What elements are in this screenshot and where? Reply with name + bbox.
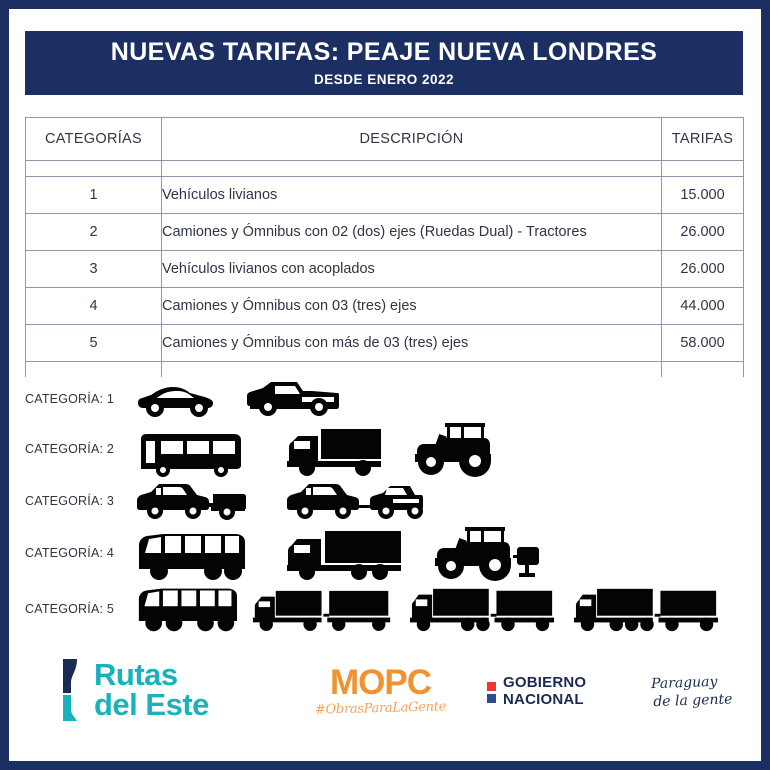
rutas-line2: del Este — [94, 687, 209, 722]
tariff-table — [25, 117, 744, 377]
cell-categoria: 5 — [26, 325, 162, 362]
logo-mopc — [315, 665, 446, 716]
bus-2axle-icon — [137, 429, 245, 477]
pickup-truck-icon — [247, 380, 339, 418]
car-towing-pickup-icon — [287, 480, 427, 522]
page-title: NUEVAS TARIFAS: PEAJE NUEVA LONDRES — [110, 37, 658, 66]
column-header-categorias: CATEGORÍAS — [26, 118, 162, 161]
category-label: CATEGORÍA: 5 — [25, 602, 114, 616]
category-label: CATEGORÍA: 2 — [25, 442, 114, 456]
red-square-icon — [487, 682, 496, 691]
category-legend — [25, 377, 747, 637]
category-row-1 — [25, 377, 747, 421]
cell-descripcion: Vehículos livianos — [162, 177, 662, 214]
category-label: CATEGORÍA: 1 — [25, 392, 114, 406]
cell-tarifa: 15.000 — [662, 177, 744, 214]
cell-tarifa: 26.000 — [662, 251, 744, 288]
gobierno-wordmark — [503, 675, 586, 709]
table-row — [26, 177, 744, 214]
blue-square-icon — [487, 694, 496, 703]
header-banner — [25, 31, 743, 95]
footer-logos — [9, 656, 761, 739]
cell-descripcion: Camiones y Ómnibus con 02 (dos) ejes (Ruedas Dual) - Tractores — [162, 214, 662, 251]
column-header-descripcion: DESCRIPCIÓN — [162, 118, 662, 161]
category-icon-group — [137, 525, 747, 581]
paraguay-line1: Paraguay — [650, 673, 718, 693]
table-top-spacer — [26, 161, 744, 177]
truck-trailer-combo-b-icon — [408, 585, 558, 633]
category-label: CATEGORÍA: 4 — [25, 546, 114, 560]
logo-rutas-del-este — [59, 656, 209, 722]
cell-descripcion: Vehículos livianos con acoplados — [162, 251, 662, 288]
category-icon-group — [137, 480, 747, 522]
paraguay-line2: de la gente — [653, 690, 733, 710]
category-row-3 — [25, 477, 747, 525]
table-row — [26, 251, 744, 288]
category-row-2 — [25, 421, 747, 477]
logo-paraguay-de-la-gente — [636, 673, 732, 711]
gobierno-line2: NACIONAL — [503, 690, 584, 708]
column-header-tarifas: TARIFAS — [662, 118, 744, 161]
table-header-row — [26, 118, 744, 161]
cell-tarifa: 44.000 — [662, 288, 744, 325]
cell-categoria: 2 — [26, 214, 162, 251]
car-with-small-trailer-icon — [137, 480, 247, 522]
cell-descripcion: Camiones y Ómnibus con 03 (tres) ejes — [162, 288, 662, 325]
rutas-wordmark — [94, 656, 209, 722]
category-icon-group — [137, 380, 747, 418]
mopc-wordmark: MOPC — [330, 663, 432, 702]
category-label: CATEGORÍA: 3 — [25, 494, 114, 508]
logo-gobierno-nacional — [487, 675, 586, 709]
category-icon-group — [137, 421, 747, 477]
table-row — [26, 325, 744, 362]
truck-3axle-icon — [285, 527, 403, 581]
category-icon-group — [137, 585, 747, 633]
cell-categoria: 4 — [26, 288, 162, 325]
table-bottom-spacer — [26, 362, 744, 378]
mopc-tagline: #ObrasParaLaGente — [314, 699, 447, 718]
cell-categoria: 3 — [26, 251, 162, 288]
gobierno-squares — [487, 680, 496, 703]
sports-car-icon — [137, 384, 221, 418]
gobierno-line1: GOBIERNO — [503, 674, 587, 691]
cell-tarifa: 26.000 — [662, 214, 744, 251]
poster-sheet — [9, 9, 761, 761]
category-row-4 — [25, 525, 747, 581]
truck-trailer-combo-a-icon — [251, 585, 394, 633]
tractor-with-trailer-icon — [429, 525, 541, 581]
bus-4axle-icon — [137, 585, 237, 633]
cell-tarifa: 58.000 — [662, 325, 744, 362]
table-body — [26, 161, 744, 378]
truck-2axle-icon — [285, 425, 383, 477]
table-row — [26, 288, 744, 325]
truck-trailer-combo-c-icon — [572, 585, 722, 633]
page-subtitle: DESDE ENERO 2022 — [313, 72, 455, 88]
tractor-icon — [409, 421, 497, 477]
table-header — [26, 118, 744, 161]
table-row — [26, 214, 744, 251]
rutas-mark-icon — [59, 659, 85, 721]
category-row-5 — [25, 581, 747, 637]
cell-descripcion: Camiones y Ómnibus con más de 03 (tres) ejes — [162, 325, 662, 362]
tariff-table-container — [25, 117, 743, 377]
bus-3axle-icon — [137, 531, 245, 581]
cell-categoria: 1 — [26, 177, 162, 214]
rutas-line1: Rutas — [94, 656, 178, 692]
